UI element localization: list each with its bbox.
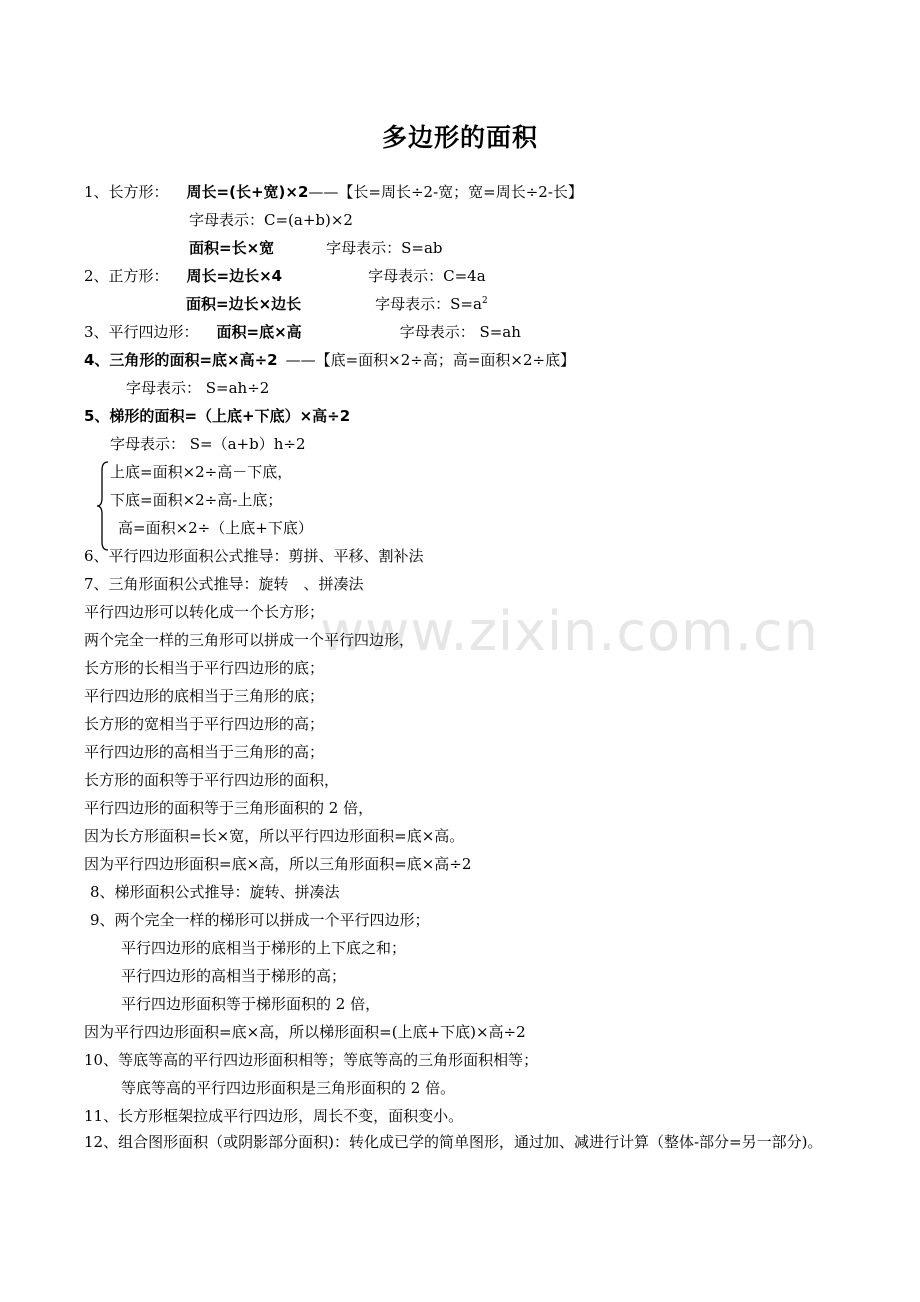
text-line: 平行四边形可以转化成一个长方形； bbox=[84, 603, 325, 621]
rectangle-perimeter-formula: 周长=(长+宽)×2 bbox=[186, 183, 309, 201]
rectangle-area-letter: 字母表示：S=ab bbox=[326, 239, 443, 257]
item-label: 2、正方形： bbox=[84, 267, 169, 285]
square-perimeter-formula: 周长=边长×4 bbox=[186, 267, 283, 285]
text-line: 等底等高的平行四边形面积是三角形面积的 2 倍。 bbox=[121, 1079, 456, 1097]
exponent: 2 bbox=[481, 296, 488, 306]
list-item-8: 8、梯形面积公式推导：旋转、拼凑法 bbox=[90, 883, 340, 901]
upper-base-formula: 上底=面积×2÷高－下底， bbox=[110, 463, 293, 481]
text-line: 平行四边形的底相当于梯形的上下底之和； bbox=[121, 939, 407, 957]
page-title: 多边形的面积 bbox=[381, 123, 538, 152]
text-line: 平行四边形的高相当于梯形的高； bbox=[121, 967, 347, 985]
text-line: 因为长方形面积=长×宽，所以平行四边形面积=底×高。 bbox=[84, 827, 465, 845]
lower-base-formula: 下底=面积×2÷高-上底； bbox=[110, 491, 283, 509]
rectangle-perimeter-letter: 字母表示：C=(a+b)×2 bbox=[189, 211, 353, 229]
text-line: 平行四边形的高相当于三角形的高； bbox=[84, 743, 325, 761]
list-item-10: 10、等底等高的平行四边形面积相等；等底等高的三角形面积相等； bbox=[84, 1051, 539, 1069]
curly-brace-icon bbox=[96, 460, 110, 552]
text-line: 平行四边形面积等于梯形面积的 2 倍， bbox=[121, 995, 381, 1013]
rectangle-area-formula: 面积=长×宽 bbox=[189, 239, 275, 257]
list-item-11: 11、长方形框架拉成平行四边形，周长不变，面积变小。 bbox=[84, 1107, 464, 1125]
triangle-area-line bbox=[84, 350, 575, 370]
text-line: 因为平行四边形面积=底×高，所以梯形面积=(上底+下底)×高÷2 bbox=[84, 1023, 526, 1041]
square-area-letter: 字母表示：S=a bbox=[375, 295, 482, 313]
parallelogram-area-formula: 面积=底×高 bbox=[216, 323, 302, 341]
text-line: 长方形的面积等于平行四边形的面积， bbox=[84, 771, 340, 789]
rectangle-perimeter-line bbox=[84, 182, 583, 202]
dash: —— bbox=[285, 351, 316, 369]
dash: —— bbox=[308, 183, 339, 201]
square-area-line bbox=[186, 294, 488, 314]
list-item-6: 6、平行四边形面积公式推导：剪拼、平移、割补法 bbox=[84, 547, 424, 565]
text-line: 因为平行四边形面积=底×高，所以三角形面积=底×高÷2 bbox=[84, 855, 472, 873]
rectangle-area-line bbox=[189, 238, 443, 258]
triangle-side-note: 【底=面积×2÷高；高=面积×2÷底】 bbox=[315, 351, 576, 369]
item-label: 3、平行四边形： bbox=[84, 323, 199, 341]
square-perimeter-letter: 字母表示：C=4a bbox=[368, 267, 486, 285]
text-line: 平行四边形的底相当于三角形的底； bbox=[84, 687, 325, 705]
square-perimeter-line bbox=[84, 266, 486, 286]
list-item-9: 9、两个完全一样的梯形可以拼成一个平行四边形； bbox=[90, 911, 430, 929]
trapezoid-area-letter: 字母表示： S=（a+b）h÷2 bbox=[110, 435, 306, 453]
text-line: 长方形的宽相当于平行四边形的高； bbox=[84, 715, 325, 733]
rectangle-side-note: 【长=周长÷2-宽；宽=周长÷2-长】 bbox=[338, 183, 583, 201]
triangle-area-formula: 4、三角形的面积=底×高÷2 bbox=[84, 351, 278, 369]
text-line: 平行四边形的面积等于三角形面积的 2 倍， bbox=[84, 799, 374, 817]
square-area-formula: 面积=边长×边长 bbox=[186, 295, 302, 313]
text-line: 两个完全一样的三角形可以拼成一个平行四边形， bbox=[84, 631, 415, 649]
item-label: 1、长方形： bbox=[84, 183, 169, 201]
text-line: 长方形的长相当于平行四边形的底； bbox=[84, 659, 325, 677]
list-item-7: 7、三角形面积公式推导：旋转 、拼凑法 bbox=[84, 575, 364, 593]
list-item-12: 12、组合图形面积（或阴影部分面积)：转化成已学的简单图形，通过加、减进行计算（整体-部分=另一部分)。 bbox=[84, 1133, 823, 1151]
watermark: www.zixin.com.cn bbox=[320, 600, 819, 663]
height-formula: 高=面积×2÷（上底+下底） bbox=[118, 519, 313, 537]
triangle-area-letter: 字母表示： S=ah÷2 bbox=[126, 379, 270, 397]
parallelogram-area-letter: 字母表示： S=ah bbox=[399, 323, 521, 341]
parallelogram-area-line bbox=[84, 322, 521, 342]
trapezoid-area-formula: 5、梯形的面积=（上底+下底）×高÷2 bbox=[84, 407, 351, 425]
